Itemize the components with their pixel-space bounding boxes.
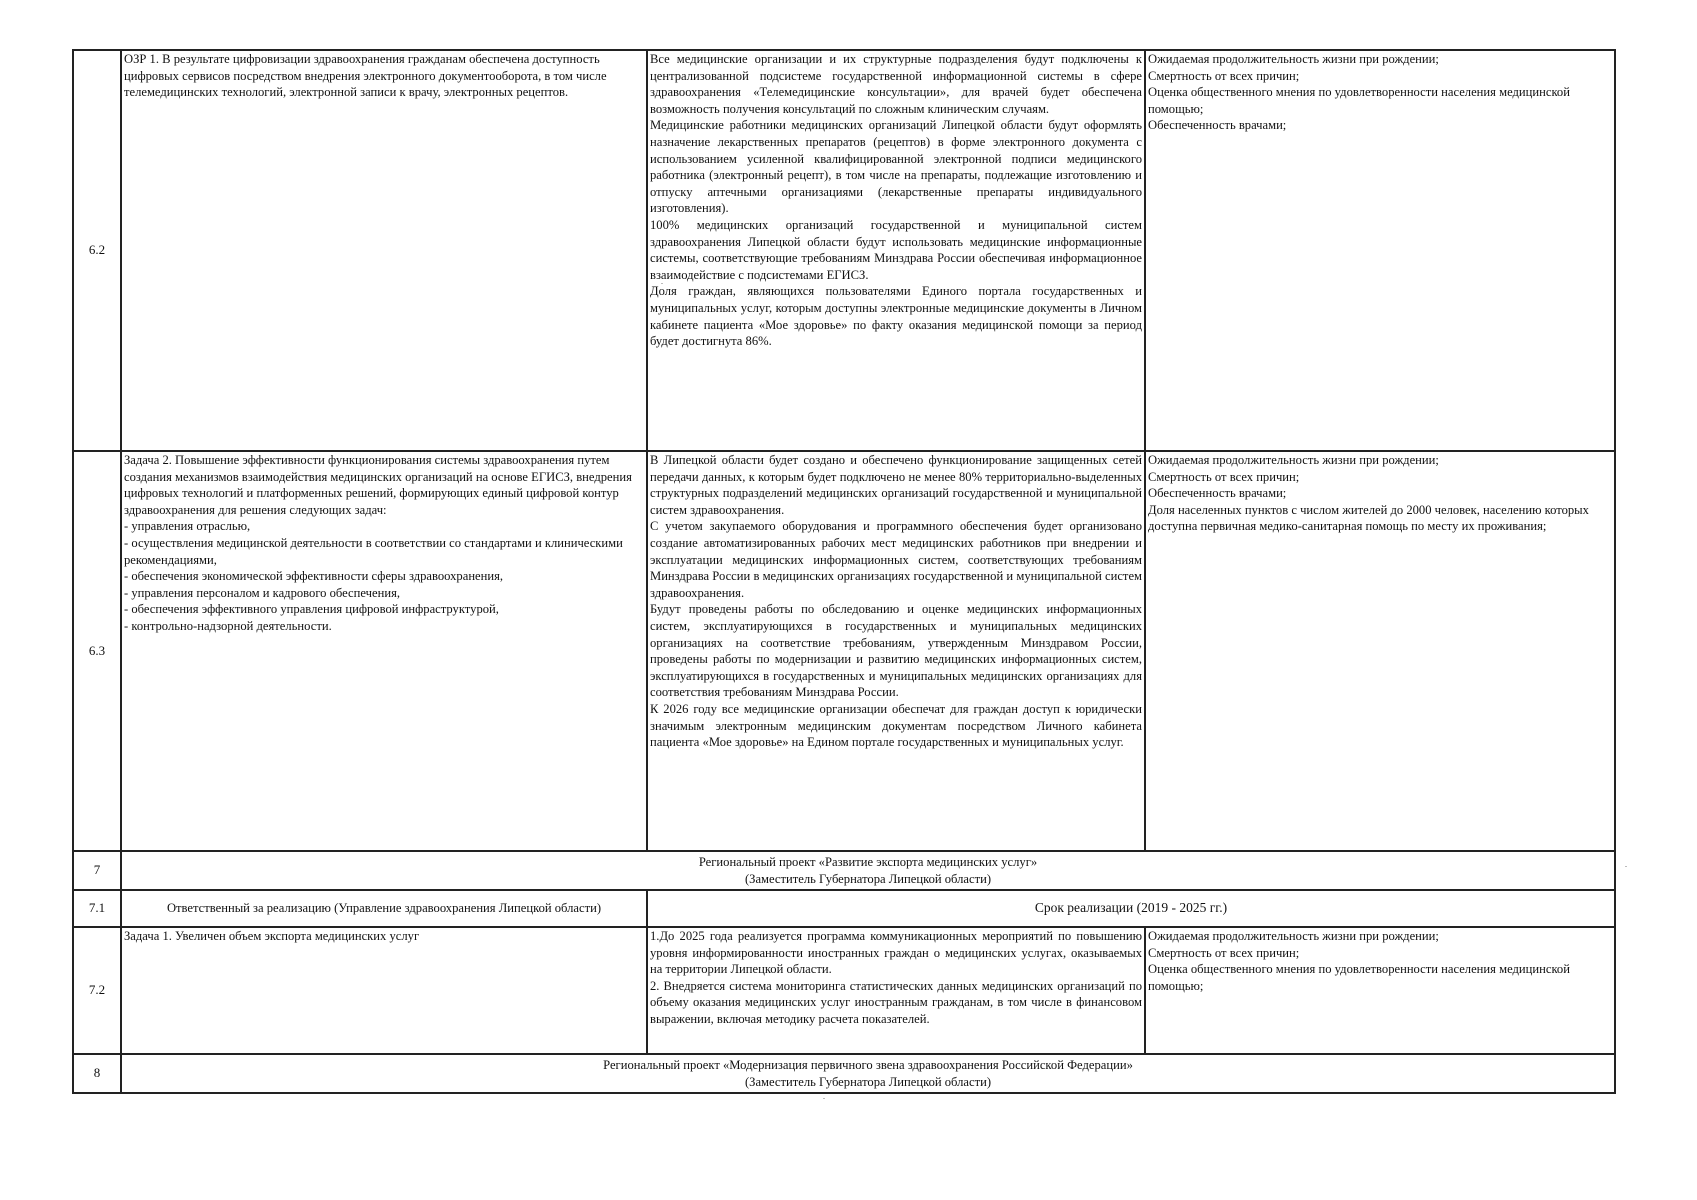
indicator-item: Обеспеченность врачами; <box>1148 486 1287 501</box>
project-curator: (Заместитель Губернатора Липецкой области) <box>744 1074 992 1089</box>
scan-speck <box>661 283 663 284</box>
indicator-item: Доля населенных пунктов с числом жителей до 2000 человек, населению которых доступна первичная медико-санитарная помощь по месту их проживания; <box>1148 502 1589 534</box>
table-row-7-1 <box>73 890 1615 927</box>
indicator-item: Оценка общественного мнения по удовлетворенности населения медицинской помощью; <box>1148 85 1570 116</box>
table-row-6-2 <box>73 50 1615 451</box>
result-paragraph: В Липецкой области будет создано и обеспечено функционирование защищенных сетей передачи данных, к которым будет подключено не менее 80% территориально-выделенных структурных подразделений медицинских организаций государственной и муниципальной систем здравоохранения. <box>650 453 1142 517</box>
project-title: Региональный проект «Модернизация первичного звена здравоохранения Российской Федерации» <box>603 1057 1133 1072</box>
row-number: 7 <box>73 851 121 890</box>
task-line: - контрольно-надзорной деятельности. <box>124 618 332 633</box>
row-number: 7.1 <box>73 890 121 927</box>
term-cell: Срок реализации (2019 - 2025 гг.) <box>647 890 1615 927</box>
results-cell <box>647 451 1145 851</box>
indicator-item: Смертность от всех причин; <box>1148 945 1300 960</box>
task-cell: ОЗР 1. В результате цифровизации здравоохранения гражданам обеспечена доступность цифровых сервисов посредством внедрения электронного документооборота, в том числе телемедицинских технологий, электронной записи к врачу, электронных рецептов. <box>121 50 647 451</box>
results-cell <box>647 927 1145 1054</box>
result-paragraph: 100% медицинских организаций государственной и муниципальной систем здравоохранения Липецкой области будут использовать медицинские информационные системы, соответствующие требованиям Минздрава России обеспечивая информационное взаимодействие с подсистемами ЕГИСЗ. <box>650 217 1142 282</box>
indicator-item: Оценка общественного мнения по удовлетворенности населения медицинской помощью; <box>1148 962 1570 993</box>
result-paragraph: 1.До 2025 года реализуется программа коммуникационных мероприятий по повышению уровня информированности иностранных граждан о медицинских услугах, оказываемых на территории Липецкой области. <box>650 929 1142 977</box>
indicators-cell <box>1145 927 1615 1054</box>
table-row-7-2 <box>73 927 1615 1054</box>
scan-speck <box>1625 866 1627 867</box>
project-curator: (Заместитель Губернатора Липецкой области) <box>744 871 992 886</box>
project-title-cell <box>121 1054 1615 1093</box>
task-line: - управления отраслью, <box>124 519 251 534</box>
table-row-6-3 <box>73 451 1615 851</box>
program-table <box>72 49 1616 1094</box>
project-title-cell <box>121 851 1615 890</box>
result-paragraph: Доля граждан, являющихся пользователями Единого портала государственных и муниципальных услуг, которым доступны электронные медицинские документы в Личном кабинете пациента «Мое здоровье» по факту оказания медицинской помощи за период будет достигнута 86%. <box>650 284 1142 349</box>
indicator-item: Смертность от всех причин; <box>1148 469 1300 484</box>
task-line: Задача 2. Повышение эффективности функционирования системы здравоохранения путем создания механизмов взаимодействия медицинских организаций на основе ЕГИСЗ, внедрения цифровых технологий и платформенных решений, формирующих единый цифровой контур здравоохранения для решения следующих задач: <box>124 453 632 517</box>
task-line: - управления персоналом и кадрового обеспечения, <box>124 585 401 600</box>
task-line: - осуществления медицинской деятельности в соответствии со стандартами и клиническими рекомендациями, <box>124 535 623 567</box>
document-page <box>72 49 1614 1094</box>
result-paragraph: 2. Внедряется система мониторинга статистических данных медицинских организаций по объему оказания медицинских услуг иностранным гражданам, в том числе в финансовом выражении, включая методику расчета показателей. <box>650 978 1142 1026</box>
result-paragraph: Медицинские работники медицинских организаций Липецкой области будут оформлять назначение лекарственных препаратов (рецептов) в форме электронного документа с использованием усиленной квалифицированной электронной подписи медицинского работника (электронный рецепт), в том числе на препараты, подлежащие изготовлению и отпуску аптечными организациями (лекарственные препараты индивидуального изготовления). <box>650 118 1142 216</box>
task-cell <box>121 451 647 851</box>
project-title: Региональный проект «Развитие экспорта медицинских услуг» <box>698 854 1038 869</box>
indicator-item: Ожидаемая продолжительность жизни при рождении; <box>1148 929 1439 943</box>
scan-speck <box>823 1098 825 1099</box>
results-cell <box>647 50 1145 451</box>
task-cell: Задача 1. Увеличен объем экспорта медицинских услуг <box>121 927 647 1054</box>
result-paragraph: К 2026 году все медицинские организации обеспечат для граждан доступ к юридически значимым электронным медицинским документам посредством Личного кабинета пациента «Мое здоровье» на Едином портале государственных и муниципальных услуг. <box>650 701 1142 750</box>
task-line: - обеспечения экономической эффективности сферы здравоохранения, <box>124 569 504 584</box>
indicators-cell <box>1145 451 1615 851</box>
responsible-cell: Ответственный за реализацию (Управление здравоохранения Липецкой области) <box>121 890 647 927</box>
task-line: - обеспечения эффективного управления цифровой инфраструктурой, <box>124 602 499 617</box>
indicator-item: Смертность от всех причин; <box>1148 68 1300 83</box>
table-row-7 <box>73 851 1615 890</box>
result-paragraph: Все медицинские организации и их структурные подразделения будут подключены к централизованной подсистеме государственной информационной системы в сфере здравоохранения «Телемедицинские консультации», для врачей будет обеспечена возможность получения консультаций по сложным клиническим случаям. <box>650 52 1142 116</box>
result-paragraph: Будут проведены работы по обследованию и оценке медицинских информационных систем, эксплуатирующихся в государственных и муниципальных медицинских организациях на соответствие требованиям, утвержденным Минздравом России, проведены работы по модернизации и развитию медицинских информационных систем, эксплуатирующихся в государственных и муниципальных медицинских организациях для соответствия требованиям Минздрава России. <box>650 602 1142 700</box>
row-number: 6.3 <box>73 451 121 851</box>
table-row-8 <box>73 1054 1615 1093</box>
indicator-item: Ожидаемая продолжительность жизни при рождении; <box>1148 453 1439 467</box>
row-number: 8 <box>73 1054 121 1093</box>
row-number: 7.2 <box>73 927 121 1054</box>
indicator-item: Ожидаемая продолжительность жизни при рождении; <box>1148 52 1439 66</box>
indicator-item: Обеспеченность врачами; <box>1148 118 1287 133</box>
result-paragraph: С учетом закупаемого оборудования и программного обеспечения будет организовано создание автоматизированных рабочих мест медицинских работников при внедрении и эксплуатации медицинских информационных систем, соответствующих требованиям Минздрава России в медицинских организациях государственной и муниципальной систем здравоохранения. <box>650 519 1142 600</box>
row-number: 6.2 <box>73 50 121 451</box>
indicators-cell <box>1145 50 1615 451</box>
